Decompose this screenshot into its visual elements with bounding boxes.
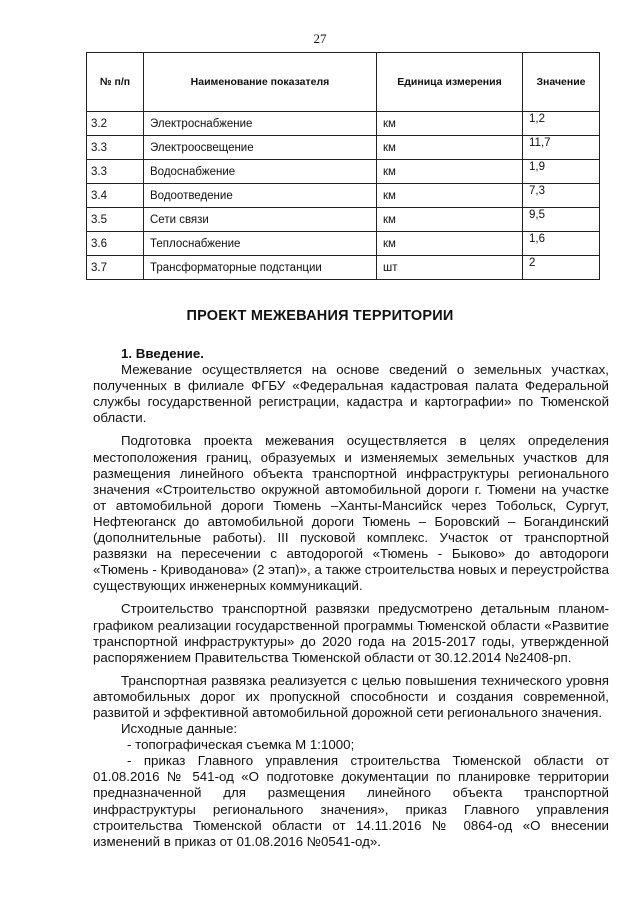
row-value: 1,9 bbox=[523, 160, 600, 184]
row-indicator-name: Водоотведение bbox=[144, 184, 377, 208]
header-indicator-name: Наименование показателя bbox=[144, 53, 377, 112]
table-header-row bbox=[87, 53, 600, 112]
row-indicator-name: Трансформаторные подстанции bbox=[144, 256, 377, 280]
row-indicator-name: Водоснабжение bbox=[144, 160, 377, 184]
section-title: ПРОЕКТ МЕЖЕВАНИЯ ТЕРРИТОРИИ bbox=[186, 308, 454, 324]
row-value: 2 bbox=[523, 256, 600, 280]
row-unit: км bbox=[377, 160, 523, 184]
list-item: - топографическая съемка М 1:1000; bbox=[127, 737, 355, 753]
row-value: 1,6 bbox=[523, 232, 600, 256]
table-row bbox=[87, 112, 600, 136]
document-body bbox=[93, 346, 609, 850]
paragraph-interchange-goal: Транспортная развязка реализуется с целью повышения технического уровня автомобильных дорог их пропускной способности и создания современной, развитой и эффективной автомобильной дорожной сети регионального значения. bbox=[93, 672, 609, 720]
row-indicator-name: Сети связи bbox=[144, 208, 377, 232]
header-unit: Единица измерения bbox=[377, 53, 523, 112]
table-row bbox=[87, 160, 600, 184]
row-number: 3.3 bbox=[87, 160, 144, 184]
row-number: 3.6 bbox=[87, 232, 144, 256]
paragraph-surveying-basis: Межевание осуществляется на основе сведений о земельных участках, полученных в филиале ФГБУ «Федеральная кадастровая палата Федеральной службы государственной регистрации, кадастра и картографии» по Тюменской области. bbox=[93, 362, 609, 426]
table-row bbox=[87, 136, 600, 160]
list-item: - приказ Главного управления строительства Тюменской области от 01.08.2016 № 541-од «О подготовке документации по планировке территории предназначенной для размещения линейного объекта транспортной инфраструктуры регионального значения», приказ Главного управления строительства Тюменской области от 14.11.2016 № 0864-од «О внесении изменений в приказ от 01.08.2016 №0541-од». bbox=[93, 753, 609, 849]
paragraph-source-data-label: Исходные данные: bbox=[121, 721, 238, 737]
row-unit: км bbox=[377, 208, 523, 232]
table-row bbox=[87, 232, 600, 256]
paragraph-project-purpose: Подготовка проекта межевания осуществляется в целях определения местоположения границ, образуемых и изменяемых земельных участков для размещения линейного объекта транспортной инфраструктуры регионального значения «Строительство окружной автомобильной дороги г. Тюмени на участке от автомобильной дороги Тюмень –Ханты-Мансийск через Тобольск, Сургут, Нефтеюганск до автомобильной дороги Тюмень – Боровский – Богандинский (дополнительные работы). III пусковой комплекс. Участок от транспортной развязки на пересечении с автодорогой «Тюмень - Быково» до автодороги «Тюмень - Криводанова» (2 этап)», а также строительства новых и переустройства существующих инженерных коммуникаций. bbox=[93, 433, 609, 594]
row-number: 3.7 bbox=[87, 256, 144, 280]
row-unit: км bbox=[377, 184, 523, 208]
paragraph-construction-program: Строительство транспортной развязки предусмотрено детальным планом-графиком реализации государственной программы Тюменской области «Развитие транспортной инфраструктуры» до 2020 года на 2015-2017 годы, утвержденной распоряжением Правительства Тюменской области от 30.12.2014 №2408-рп. bbox=[93, 601, 609, 665]
row-indicator-name: Электроснабжение bbox=[144, 112, 377, 136]
row-number: 3.2 bbox=[87, 112, 144, 136]
row-value: 1,2 bbox=[523, 112, 600, 136]
row-indicator-name: Теплоснабжение bbox=[144, 232, 377, 256]
row-unit: км bbox=[377, 232, 523, 256]
row-indicator-name: Электроосвещение bbox=[144, 136, 377, 160]
row-unit: шт bbox=[377, 256, 523, 280]
row-value: 11,7 bbox=[523, 136, 600, 160]
row-number: 3.5 bbox=[87, 208, 144, 232]
header-value: Значение bbox=[523, 53, 600, 112]
row-unit: км bbox=[377, 112, 523, 136]
row-unit: км bbox=[377, 136, 523, 160]
row-number: 3.4 bbox=[87, 184, 144, 208]
table-row bbox=[87, 256, 600, 280]
page-number: 27 bbox=[313, 31, 327, 46]
indicators-table bbox=[86, 52, 600, 280]
intro-heading: 1. Введение. bbox=[121, 346, 204, 361]
table-row bbox=[87, 184, 600, 208]
header-number: № п/п bbox=[87, 53, 144, 112]
row-value: 7,3 bbox=[523, 184, 600, 208]
row-value: 9,5 bbox=[523, 208, 600, 232]
row-number: 3.3 bbox=[87, 136, 144, 160]
table-row bbox=[87, 208, 600, 232]
